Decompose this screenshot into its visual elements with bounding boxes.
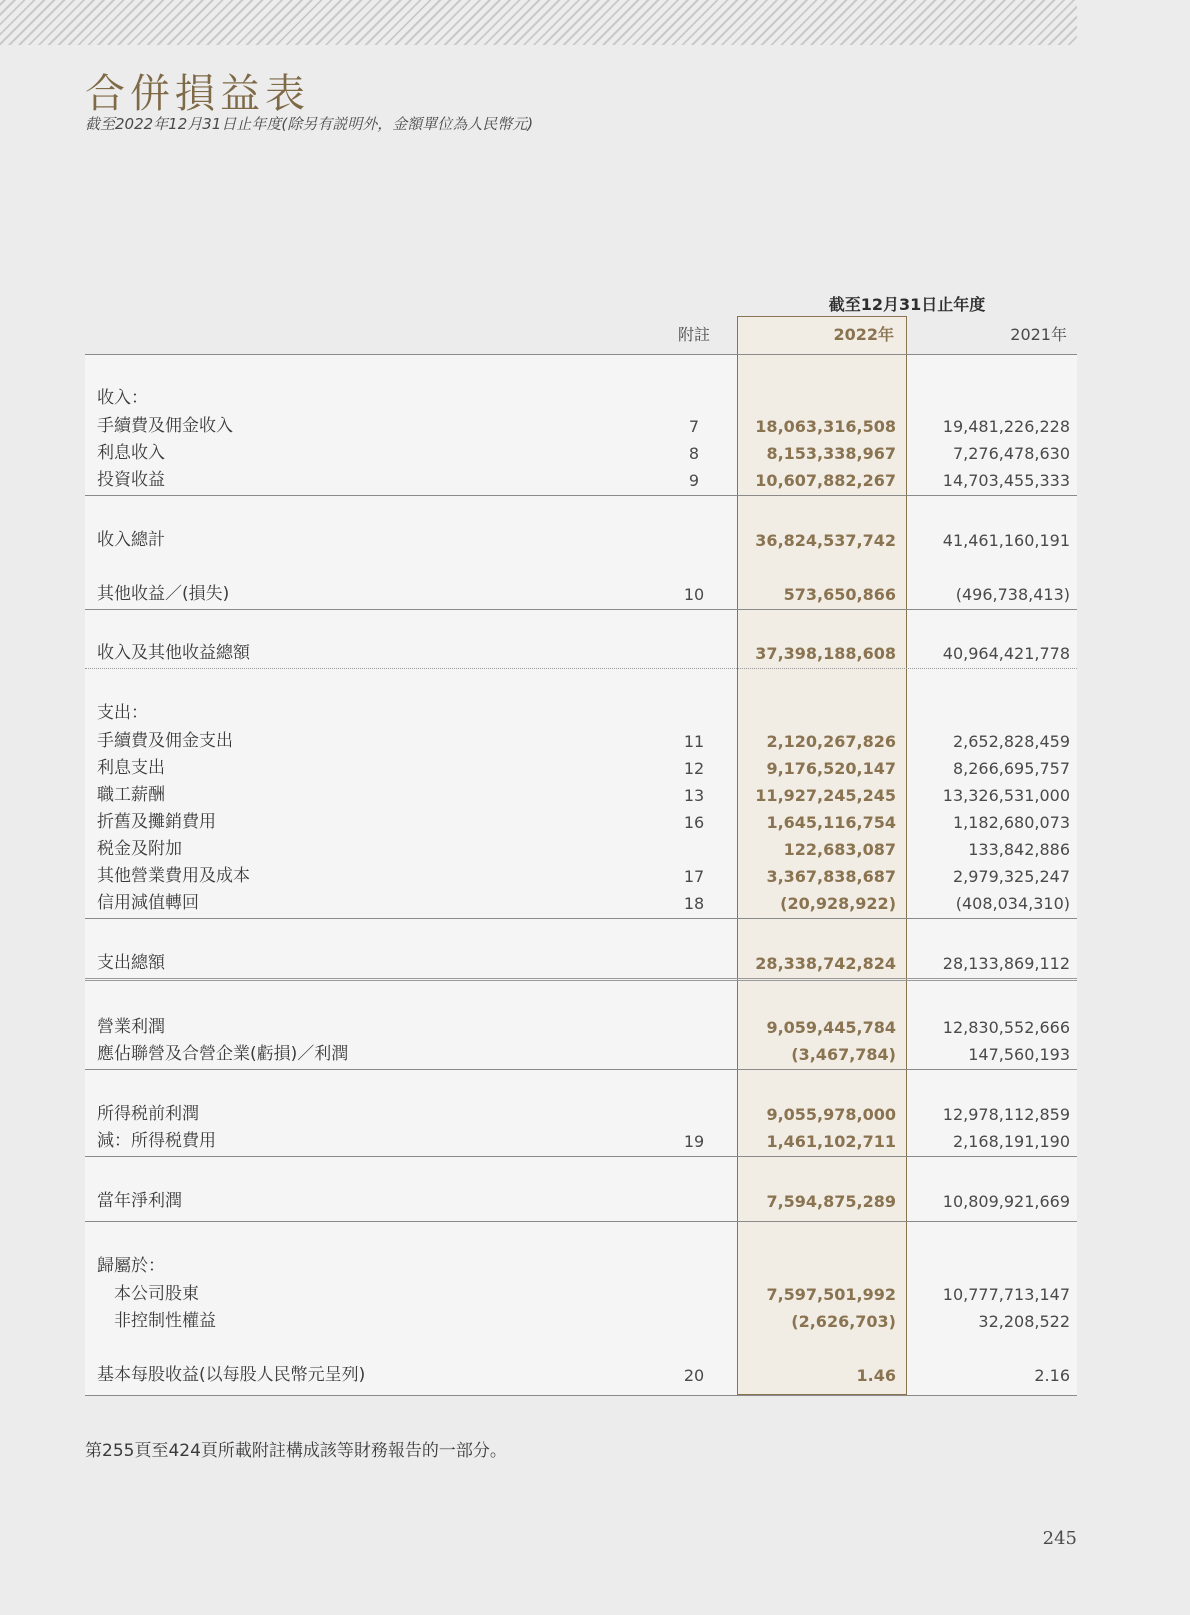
table-row	[0, 700, 1190, 727]
row-value-2022: 1,461,102,711	[766, 1132, 896, 1151]
row-label: 利息支出	[97, 758, 165, 778]
table-row	[0, 413, 1190, 440]
row-value-2021: 40,964,421,778	[942, 644, 1070, 663]
section-divider	[85, 609, 1077, 610]
row-label: 利息收入	[97, 443, 165, 463]
table-row	[0, 836, 1190, 863]
row-value-2021: (496,738,413)	[955, 585, 1070, 604]
row-label: 歸屬於：	[97, 1256, 165, 1276]
row-note: 9	[688, 471, 700, 490]
decorative-stripe-band	[0, 0, 1077, 45]
table-row	[0, 809, 1190, 836]
column-header-2022: 2022年	[833, 325, 894, 344]
row-note: 13	[683, 786, 705, 805]
row-label: 收入：	[97, 388, 148, 408]
row-label: 職工薪酬	[97, 785, 165, 805]
page-title: 合併損益表	[85, 71, 310, 117]
row-value-2021: 133,842,886	[968, 840, 1070, 859]
row-value-2021: 13,326,531,000	[942, 786, 1070, 805]
table-row	[0, 1128, 1190, 1155]
row-label: 營業利潤	[97, 1017, 165, 1037]
row-note: 17	[683, 867, 705, 886]
row-value-2021: 2,979,325,247	[952, 867, 1070, 886]
table-row	[0, 1041, 1190, 1068]
row-value-2021: 32,208,522	[978, 1312, 1070, 1331]
table-row	[0, 863, 1190, 890]
table-row	[0, 890, 1190, 917]
row-value-2021: 10,777,713,147	[942, 1285, 1070, 1304]
row-value-2021: 12,830,552,666	[942, 1018, 1070, 1037]
row-value-2021: 8,266,695,757	[952, 759, 1070, 778]
row-label: 其他營業費用及成本	[97, 866, 250, 886]
footer-note: 第255頁至424頁所載附註構成該等財務報告的一部分。	[85, 1441, 507, 1461]
row-value-2022: 37,398,188,608	[755, 644, 896, 663]
row-label: 其他收益／(損失)	[97, 584, 230, 604]
row-label: 支出：	[97, 703, 148, 723]
row-value-2022: 9,055,978,000	[766, 1105, 896, 1124]
column-header-note: 附註	[677, 325, 710, 344]
row-value-2021: 10,809,921,669	[942, 1192, 1070, 1211]
row-value-2022: 8,153,338,967	[766, 444, 896, 463]
table-row	[0, 1362, 1190, 1389]
row-label: 基本每股收益(以每股人民幣元呈列)	[97, 1365, 366, 1385]
section-divider	[85, 495, 1077, 496]
row-value-2022: 9,059,445,784	[766, 1018, 896, 1037]
row-value-2022: 2,120,267,826	[766, 732, 896, 751]
row-note: 12	[683, 759, 705, 778]
row-value-2021: 41,461,160,191	[942, 531, 1070, 550]
row-label: 應佔聯營及合營企業(虧損)／利潤	[97, 1044, 349, 1064]
row-value-2022: 28,338,742,824	[755, 954, 896, 973]
row-value-2022: 11,927,245,245	[755, 786, 896, 805]
column-header-2021: 2021年	[1010, 325, 1067, 344]
table-row-total	[0, 1188, 1190, 1215]
table-row	[0, 1253, 1190, 1280]
page-subtitle: 截至2022年12月31日止年度(除另有説明外，金額單位為人民幣元)	[85, 115, 534, 133]
row-label: 手續費及佣金收入	[97, 416, 233, 436]
table-row	[0, 755, 1190, 782]
row-value-2022: (2,626,703)	[791, 1312, 896, 1331]
row-label: 減：所得税費用	[97, 1131, 216, 1151]
table-row	[0, 782, 1190, 809]
row-note: 19	[683, 1132, 705, 1151]
table-row	[0, 1014, 1190, 1041]
row-value-2022: 3,367,838,687	[766, 867, 896, 886]
row-value-2021: 7,276,478,630	[952, 444, 1070, 463]
header-divider	[85, 354, 1077, 355]
row-value-2022: 10,607,882,267	[755, 471, 896, 490]
row-value-2022: 122,683,087	[783, 840, 896, 859]
row-note: 7	[688, 417, 700, 436]
row-value-2022: 36,824,537,742	[755, 531, 896, 550]
row-label: 手續費及佣金支出	[97, 731, 233, 751]
row-label: 折舊及攤銷費用	[97, 812, 216, 832]
row-value-2021: 2,652,828,459	[952, 732, 1070, 751]
section-divider	[85, 918, 1077, 919]
row-note: 18	[683, 894, 705, 913]
row-label: 信用減值轉回	[97, 893, 199, 913]
table-row	[0, 385, 1190, 412]
row-value-2022: 18,063,316,508	[755, 417, 896, 436]
row-value-2021: 147,560,193	[968, 1045, 1070, 1064]
row-value-2022: 1,645,116,754	[766, 813, 896, 832]
row-label: 當年淨利潤	[97, 1191, 182, 1211]
row-value-2021: 2,168,191,190	[952, 1132, 1070, 1151]
table-row	[0, 467, 1190, 494]
section-divider	[85, 1069, 1077, 1070]
section-divider	[85, 668, 1077, 669]
row-label: 收入總計	[97, 530, 165, 550]
table-row	[0, 1101, 1190, 1128]
row-label: 支出總額	[97, 953, 165, 973]
row-value-2021: 1,182,680,073	[952, 813, 1070, 832]
row-value-2021: 19,481,226,228	[942, 417, 1070, 436]
row-value-2022: (20,928,922)	[780, 894, 896, 913]
table-row	[0, 581, 1190, 608]
row-note: 11	[683, 732, 705, 751]
table-row	[0, 1308, 1190, 1335]
row-note: 10	[683, 585, 705, 604]
row-label: 投資收益	[97, 470, 165, 490]
row-value-2021: 2.16	[1034, 1366, 1070, 1385]
table-row	[0, 1281, 1190, 1308]
section-divider	[85, 978, 1077, 981]
table-row-total	[0, 527, 1190, 554]
row-value-2022: 7,597,501,992	[766, 1285, 896, 1304]
table-row	[0, 440, 1190, 467]
row-value-2021: (408,034,310)	[955, 894, 1070, 913]
row-value-2021: 14,703,455,333	[942, 471, 1070, 490]
row-label: 税金及附加	[97, 839, 182, 859]
row-note: 16	[683, 813, 705, 832]
row-label: 非控制性權益	[114, 1311, 216, 1331]
row-value-2022: 573,650,866	[783, 585, 896, 604]
row-value-2022: (3,467,784)	[791, 1045, 896, 1064]
row-label: 所得税前利潤	[97, 1104, 199, 1124]
row-note: 20	[683, 1366, 705, 1385]
row-value-2022: 1.46	[856, 1366, 896, 1385]
section-divider	[85, 1221, 1077, 1222]
row-value-2022: 9,176,520,147	[766, 759, 896, 778]
row-value-2021: 12,978,112,859	[942, 1105, 1070, 1124]
table-row	[0, 728, 1190, 755]
section-divider	[85, 1156, 1077, 1157]
table-bottom-rule	[85, 1395, 1077, 1396]
row-value-2021: 28,133,869,112	[942, 954, 1070, 973]
page-number: 245	[1042, 1528, 1077, 1549]
table-row-total	[0, 950, 1190, 977]
row-label: 收入及其他收益總額	[97, 643, 250, 663]
row-label: 本公司股東	[114, 1284, 199, 1304]
row-note: 8	[688, 444, 700, 463]
period-heading: 截至12月31日止年度	[828, 295, 986, 314]
table-row-total	[0, 640, 1190, 667]
row-value-2022: 7,594,875,289	[766, 1192, 896, 1211]
